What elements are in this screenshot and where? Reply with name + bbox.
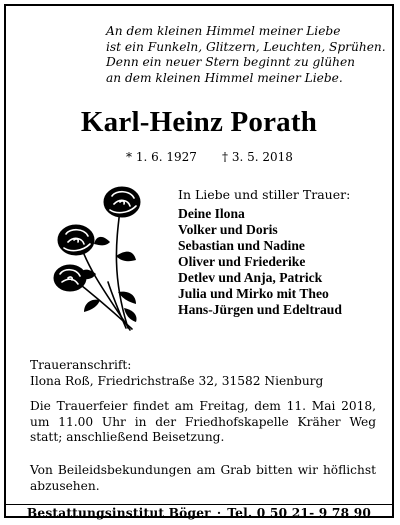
mourner-name: Volker und Doris (178, 222, 278, 237)
poem-line: Denn ein neuer Stern beginnt zu glühen (106, 55, 356, 69)
birth-date: * 1. 6. 1927 (126, 150, 197, 164)
mourner-name: Julia und Mirko mit Theo (178, 286, 329, 301)
undertaker-phone: Tel. 0 50 21- 9 78 90 (227, 506, 372, 520)
poem-line: An dem kleinen Himmel meiner Liebe (106, 24, 341, 38)
footer (6, 506, 392, 520)
ceremony-text: Die Trauerfeier findet am Freitag, dem 11. Mai 2018, um 11.00 Uhr in der Friedhofskapelle Kräher Weg statt; anschließend Beisetzung. (30, 399, 376, 444)
address-value: Ilona Roß, Friedrichstraße 32, 31582 Nienburg (30, 373, 324, 388)
mourner-name: Hans-Jürgen und Edeltraud (178, 302, 342, 317)
poem (106, 24, 391, 86)
address-label: Traueranschrift: (30, 358, 132, 372)
condolence-text: Von Beileidsbekundungen am Grab bitten wir höflichst abzusehen. (30, 463, 376, 493)
mourner-name: Oliver und Friederike (178, 254, 306, 269)
mourner-name: Sebastian und Nadine (178, 238, 305, 253)
poem-line: ist ein Funkeln, Glitzern, Leuchten, Sprühen. (106, 39, 386, 54)
obituary-notice (4, 4, 394, 518)
mourning-intro: In Liebe und stiller Trauer: (178, 187, 351, 202)
mourner-name: Detlev und Anja, Patrick (178, 270, 323, 285)
footer-divider (6, 504, 392, 505)
roses-icon (50, 182, 166, 332)
deceased-name: Karl-Heinz Porath (80, 106, 318, 138)
footer-separator: · (216, 506, 222, 520)
mourner-name: Deine Ilona (178, 206, 245, 221)
poem-line: an dem kleinen Himmel meiner Liebe. (106, 70, 343, 85)
death-date: † 3. 5. 2018 (222, 150, 293, 164)
undertaker-name: Bestattungsinstitut Böger (26, 506, 211, 520)
mourning-address (30, 358, 376, 389)
mourners-list (178, 206, 342, 318)
